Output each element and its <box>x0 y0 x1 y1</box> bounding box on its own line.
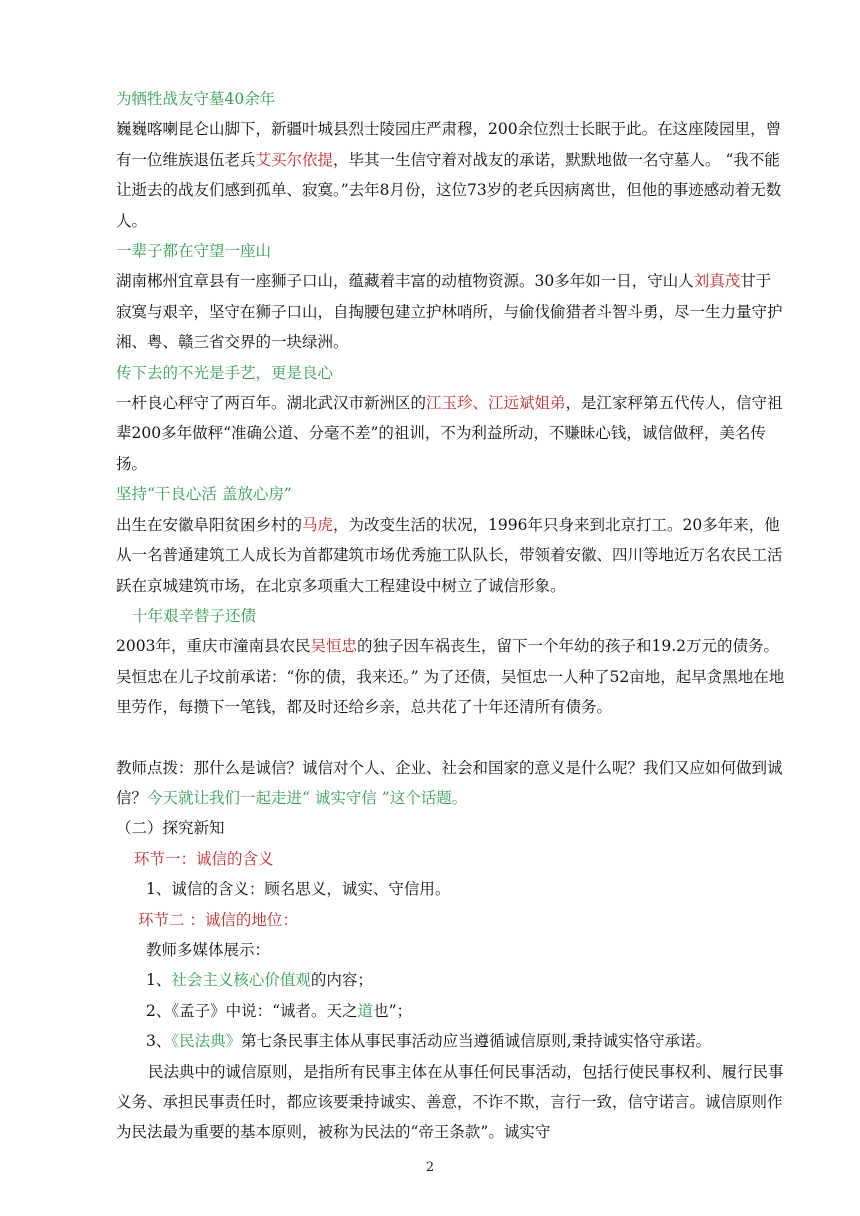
link-title <box>116 844 786 874</box>
person-name: 马虎 <box>302 515 334 534</box>
definition-line <box>116 874 786 904</box>
highlight-text: 社会主义核心价值观 <box>171 971 311 990</box>
text: 也”； <box>373 1001 412 1020</box>
text: 2、《孟子》中说：“诚者。天之 <box>146 1001 358 1020</box>
text: 的独子因车祸丧生，留下一个年幼的孩子和19.2万元的债务。吴恒忠在儿子坟前承诺：“你的债，我来还。” 为了还债，吴恒忠一人种了52亩地，起早贪黑地在地里劳作，每攒下一笔钱，都及时还给乡亲，总共花了十年还清所有债务。 <box>116 637 785 717</box>
text: 甘于寂寞与艰辛，坚守在狮子口山，自掏腰包建立护林哨所，与偷伐偷猎者斗智斗勇，尽一生力量守护湘、粤、赣三省交界的一块绿洲。 <box>116 272 783 352</box>
list-item <box>116 996 786 1026</box>
text: 环节一：诚信的含义 <box>134 849 274 868</box>
highlight-text: 今天就让我们一起走进“ 诚实守信 ”这个话题。 <box>147 788 468 807</box>
text: 环节二 ：诚信的地位： <box>138 910 298 929</box>
paragraph <box>116 1057 786 1148</box>
paragraph <box>116 510 786 601</box>
text: 的内容； <box>310 971 373 990</box>
paragraph <box>116 631 786 722</box>
list-item <box>116 965 786 995</box>
list-item <box>116 1026 786 1056</box>
text: 3、 <box>146 1032 172 1051</box>
text: （二）探究新知 <box>116 819 225 838</box>
section-heading <box>116 358 786 388</box>
text: ，毕其一生信守着对战友的承诺，默默地做一名守墓人。 “我不能让逝去的战友们感到孤单、寂寞。”去年8月份，这位73岁的老兵因病离世，但他的事迹感动着无数人。 <box>116 150 782 230</box>
person-name: 吴恒忠 <box>310 637 357 656</box>
person-name: 江玉珍、江远斌姐弟 <box>426 394 566 413</box>
paragraph <box>116 266 786 357</box>
text: 巍巍喀喇昆仑山脚下，新疆叶城县烈士陵园庄严肃穆，200余位烈士长眠于此。在这座陵园里，曾有一位维族退伍老兵 <box>116 120 782 169</box>
text: 湖南郴州宜章县有一座狮子口山，蕴藏着丰富的动植物资源。30多年如一日，守山人 <box>116 272 694 291</box>
heading-text: 为牺牲战友守墓40余年 <box>116 90 276 108</box>
heading-text: 坚持“干良心活 盖放心房” <box>116 485 292 504</box>
subsection-title <box>116 813 786 843</box>
text: 1、诚信的含义：顾名思义，诚实、守信用。 <box>146 880 451 899</box>
text: 一杆良心秤守了两百年。湖北武汉市新洲区的 <box>116 394 427 413</box>
page-content <box>116 84 786 1148</box>
text: 教师点拨：那什么是诚信？诚信对个人、企业、社会和国家的意义是什么呢？我们又应如何做到诚信？ <box>116 758 783 807</box>
heading-text: 一辈子都在守望一座山 <box>116 242 272 261</box>
teacher-paragraph <box>116 753 786 814</box>
text: 第七条民事主体从事民事活动应当遵循诚信原则,秉持诚实恪守承诺。 <box>241 1032 712 1051</box>
section-heading <box>116 479 786 509</box>
heading-text: 传下去的不光是手艺，更是良心 <box>116 363 334 382</box>
highlight-text: 《民法典》 <box>171 1032 242 1051</box>
text: ，为改变生活的状况，1996年只身来到北京打工。20多年来，他从一名普通建筑工人成长为首都建筑市场优秀施工队队长，带领着安徽、四川等地近万名农民工活跃在京城建筑市场，在北京多项重大工程建设中树立了诚信形象。 <box>116 515 783 595</box>
person-name: 艾买尔依提 <box>255 150 334 169</box>
page-number: 2 <box>425 1160 435 1175</box>
paragraph <box>116 388 786 479</box>
text: ，是江家秤第五代传人，信守祖辈200多年做秤“准确公道、分毫不差”的祖训，不为利益所动，不赚昧心钱，诚信做秤，美名传扬。 <box>116 394 783 473</box>
text: 1、 <box>146 971 172 990</box>
section-heading <box>116 84 786 114</box>
text: 2003年，重庆市潼南县农民 <box>116 637 311 656</box>
heading-text: 十年艰辛替子还债 <box>132 606 257 625</box>
highlight-text: 道 <box>357 1001 374 1020</box>
blank-line <box>116 723 786 753</box>
paragraph <box>116 114 786 236</box>
intro-line <box>116 935 786 965</box>
section-heading <box>116 601 786 631</box>
link-title <box>116 905 786 935</box>
text: 出生在安徽阜阳贫困乡村的 <box>116 515 303 534</box>
text: 民法典中的诚信原则，是指所有民事主体在从事任何民事活动，包括行使民事权利、履行民事义务、承担民事责任时，都应该要秉持诚实、善意，不诈不欺，言行一致，信守诺言。诚信原则作为民法最为重要的基本原则，被称为民法的“帝王条款”。诚实守 <box>116 1062 784 1142</box>
text: 教师多媒体展示： <box>146 940 271 959</box>
section-heading <box>116 236 786 266</box>
person-name: 刘真茂 <box>693 272 741 291</box>
